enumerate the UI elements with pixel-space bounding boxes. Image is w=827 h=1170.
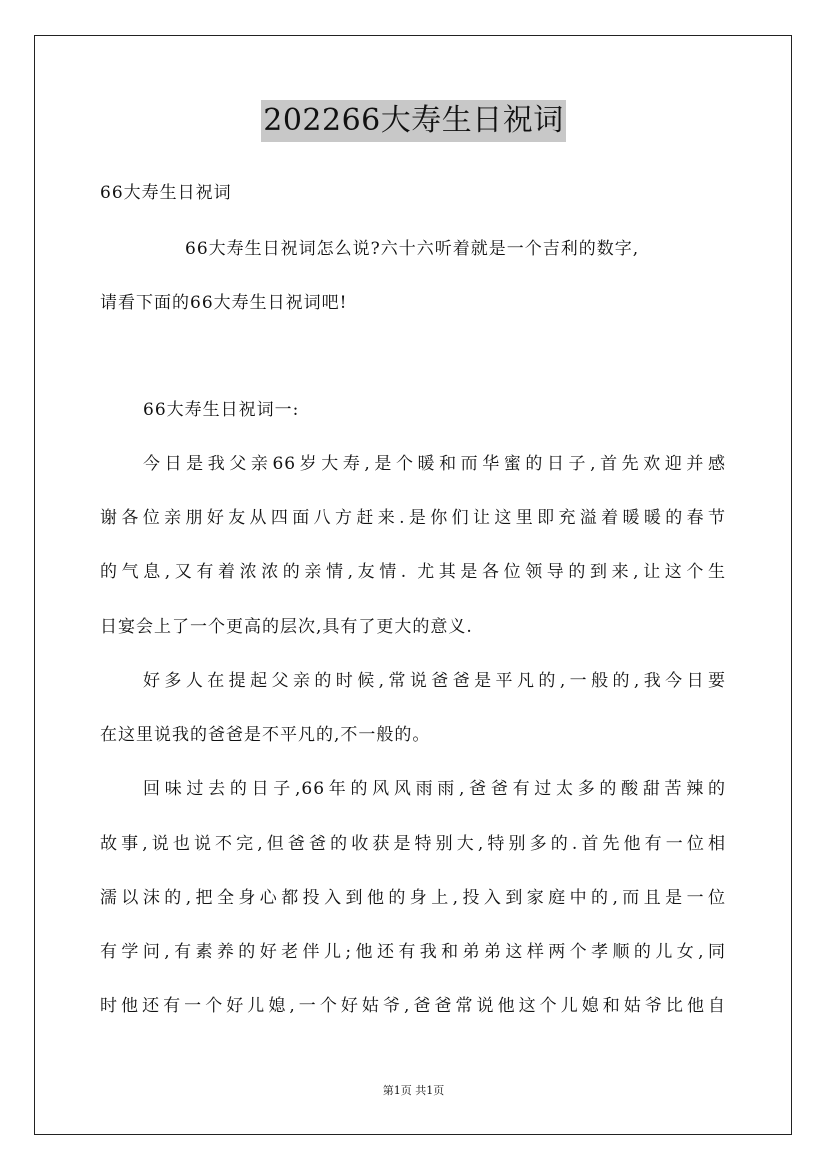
paragraph-line: 故事,说也说不完,但爸爸的收获是特别大,特别多的.首先他有一位相 bbox=[100, 834, 726, 854]
paragraph-line: 回味过去的日子,66年的风风雨雨,爸爸有过太多的酸甜苦辣的 bbox=[143, 779, 726, 799]
paragraph-line: 时他还有一个好儿媳,一个好姑爷,爸爸常说他这个儿媳和姑爷比他自 bbox=[100, 996, 726, 1016]
paragraph-line: 日宴会上了一个更高的层次,具有了更大的意义. bbox=[100, 617, 473, 637]
paragraph-line: 在这里说我的爸爸是不平凡的,不一般的。 bbox=[100, 725, 431, 745]
paragraph-line: 谢各位亲朋好友从四面八方赶来.是你们让这里即充溢着暖暖的春节 bbox=[100, 508, 726, 528]
paragraph-line: 的气息,又有着浓浓的亲情,友情. 尤其是各位领导的到来,让这个生 bbox=[100, 562, 726, 582]
subheading-line: 66大寿生日祝词一: bbox=[143, 400, 300, 420]
paragraph-line: 好多人在提起父亲的时候,常说爸爸是平凡的,一般的,我今日要 bbox=[143, 671, 726, 691]
paragraph-line: 今日是我父亲66岁大寿,是个暖和而华蜜的日子,首先欢迎并感 bbox=[143, 454, 726, 474]
paragraph-line: 濡以沫的,把全身心都投入到他的身上,投入到家庭中的,而且是一位 bbox=[100, 888, 726, 908]
section-heading: 66大寿生日祝词 bbox=[100, 183, 232, 203]
title-container bbox=[0, 100, 827, 142]
document-title: 202266大寿生日祝词 bbox=[261, 100, 566, 142]
paragraph-line: 有学问,有素养的好老伴儿;他还有我和弟弟这样两个孝顺的儿女,同 bbox=[100, 942, 726, 962]
paragraph-line: 66大寿生日祝词怎么说?六十六听着就是一个吉利的数字, bbox=[185, 239, 640, 259]
page-footer: 第1页 共1页 bbox=[382, 1084, 445, 1097]
paragraph-line: 请看下面的66大寿生日祝词吧! bbox=[100, 293, 348, 313]
